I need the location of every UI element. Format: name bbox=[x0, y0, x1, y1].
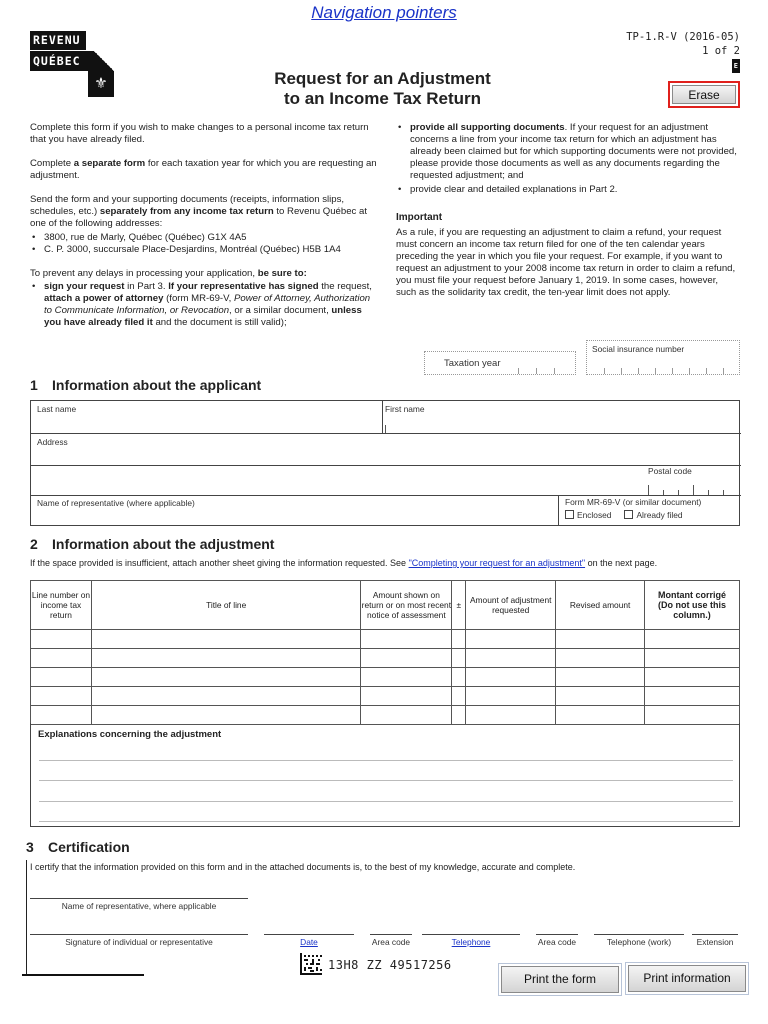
explanations-bullet: • provide clear and detailed explanations in Part 2. bbox=[396, 184, 740, 196]
already-filed-checkbox[interactable] bbox=[624, 510, 633, 519]
logo-line2: QUÉBEC bbox=[30, 51, 94, 71]
sin-label: Social insurance number bbox=[592, 344, 685, 354]
navigation-pointers-link[interactable]: Navigation pointers bbox=[311, 3, 457, 22]
important-heading: Important bbox=[396, 212, 443, 223]
extension-line[interactable] bbox=[692, 934, 738, 935]
print-information-button[interactable]: Print information bbox=[628, 965, 746, 992]
address-field-line2[interactable] bbox=[31, 466, 643, 495]
datamatrix-barcode-icon bbox=[300, 953, 322, 975]
sign-request-bullet: • sign your request in Part 3. If your representative has signed the request, attach a power of attorney (form MR-69-V, Power of Attorney, Authorization to Communicate Information, or Revocation, or a similar document, unless you have already filed it and the document is still valid); bbox=[30, 281, 378, 329]
important-text: As a rule, if you are requesting an adjustment to claim a refund, your request must concern an income tax return filed for one of the ten calendar years preceding the year in which you file your request. For example, if you want to request an adjustment to your 2008 income tax return in order to claim a refund, you must file your request before January 1, 2019. In some cases, however, such as the solidarity tax credit, the ten-year limit does not apply. bbox=[396, 227, 736, 298]
print-information-frame bbox=[625, 962, 749, 995]
completing-request-link[interactable]: "Completing your request for an adjustment" bbox=[408, 558, 586, 568]
explanations-heading: Explanations concerning the adjustment bbox=[38, 729, 222, 740]
barcode-text: 13H8 ZZ 49517256 bbox=[328, 958, 452, 972]
col-line-number: Line number on income tax return bbox=[31, 581, 92, 630]
revenu-quebec-logo bbox=[30, 31, 114, 97]
title-line1: Request for an Adjustment bbox=[274, 69, 491, 88]
print-form-button[interactable]: Print the form bbox=[501, 966, 619, 993]
representative-name-field[interactable]: Name of representative (where applicable) bbox=[31, 496, 559, 526]
address-item-2: • C. P. 3000, succursale Place-Desjardins, Montréal (Québec) H5B 1A4 bbox=[30, 244, 378, 256]
explanations-box[interactable] bbox=[30, 723, 740, 827]
form-code: TP-1.R-V (2016-05) bbox=[626, 31, 740, 43]
area-code-line-1[interactable] bbox=[370, 934, 412, 935]
intro-paragraph-4: To prevent any delays in processing your application, be sure to: bbox=[30, 268, 307, 279]
col-montant-corrige: Montant corrigé (Do not use this column.) bbox=[645, 581, 740, 630]
col-revised-amount: Revised amount bbox=[556, 581, 645, 630]
title-line2: to an Income Tax Return bbox=[283, 89, 482, 108]
signature-label: Signature of individual or representative bbox=[65, 937, 213, 947]
section3-heading: 3 Certification bbox=[26, 839, 130, 855]
telephone-work-line[interactable] bbox=[594, 934, 684, 935]
intro-right-column bbox=[396, 122, 740, 299]
telephone-work-label: Telephone (work) bbox=[606, 937, 672, 947]
logo-wedge bbox=[94, 51, 114, 71]
form-title bbox=[230, 69, 535, 109]
taxation-year-label: Taxation year bbox=[444, 358, 501, 369]
form-code-block bbox=[626, 30, 740, 73]
applicant-info-frame bbox=[30, 400, 740, 526]
extension-label: Extension bbox=[696, 937, 734, 947]
mr69-block bbox=[565, 497, 740, 525]
intro-left-column bbox=[30, 122, 378, 329]
signature-line[interactable] bbox=[30, 934, 248, 935]
area-code-label-1: Area code bbox=[371, 937, 411, 947]
form-bottom-rule bbox=[22, 974, 144, 976]
area-code-label-2: Area code bbox=[537, 937, 577, 947]
table-row bbox=[31, 630, 740, 649]
page-number: 1 of 2 bbox=[702, 45, 740, 57]
table-row bbox=[31, 668, 740, 687]
fleur-de-lis-icon: ⚜ bbox=[88, 71, 114, 97]
postal-code-field[interactable]: Postal code bbox=[643, 466, 740, 495]
address-field-line1[interactable]: Address bbox=[37, 437, 68, 447]
table-row bbox=[31, 687, 740, 706]
table-header-row bbox=[31, 581, 740, 630]
adjustment-table bbox=[30, 580, 740, 725]
rep-name-label: Name of representative, where applicable bbox=[61, 901, 217, 911]
telephone-link[interactable]: Telephone bbox=[451, 937, 491, 947]
print-form-frame bbox=[498, 963, 622, 996]
area-code-line-2[interactable] bbox=[536, 934, 578, 935]
mr69-label: Form MR-69-V (or similar document) bbox=[565, 497, 702, 507]
date-line[interactable] bbox=[264, 934, 354, 935]
address-item-1: • 3800, rue de Marly, Québec (Québec) G1X 4A5 bbox=[30, 232, 378, 244]
table-row bbox=[31, 649, 740, 668]
already-filed-label: Already filed bbox=[636, 509, 683, 520]
enclosed-label: Enclosed bbox=[577, 509, 612, 520]
taxation-year-field[interactable] bbox=[424, 351, 576, 375]
logo-line1: REVENU bbox=[30, 31, 86, 50]
intro-paragraph-1: Complete this form if you wish to make changes to a personal income tax return that you have already filed. bbox=[30, 122, 369, 145]
first-name-field[interactable]: First name bbox=[383, 401, 740, 433]
section2-heading: 2 Information about the adjustment bbox=[30, 536, 275, 552]
col-amount-shown: Amount shown on return or on most recent notice of assessment bbox=[361, 581, 452, 630]
erase-button-frame bbox=[668, 81, 740, 108]
language-badge: E bbox=[732, 59, 740, 73]
intro-paragraph-2: Complete a separate form for each taxation year for which you are requesting an adjustment. bbox=[30, 158, 377, 181]
table-row bbox=[31, 706, 740, 725]
sin-field[interactable] bbox=[586, 340, 740, 375]
section1-heading: 1 Information about the applicant bbox=[30, 377, 262, 393]
last-name-field[interactable]: Last name bbox=[31, 401, 383, 433]
erase-button[interactable]: Erase bbox=[672, 85, 736, 104]
col-plus-minus: ± bbox=[452, 581, 466, 630]
col-adjustment-amount: Amount of adjustment requested bbox=[466, 581, 556, 630]
col-title-of-line: Title of line bbox=[91, 581, 360, 630]
rep-name-line[interactable] bbox=[30, 898, 248, 899]
enclosed-checkbox[interactable] bbox=[565, 510, 574, 519]
telephone-line[interactable] bbox=[422, 934, 520, 935]
intro-paragraph-3: Send the form and your supporting documents (receipts, information slips, schedules, etc.) separately from any income tax return to Revenu Québec at one of the following addresses: bbox=[30, 194, 368, 229]
certification-text: I certify that the information provided on this form and in the attached documents is, to the best of my knowledge, accurate and complete. bbox=[30, 862, 576, 872]
section2-note: If the space provided is insufficient, attach another sheet giving the information requested. See "Completing your request for an adjustment" on the next page. bbox=[30, 558, 658, 568]
date-link[interactable]: Date bbox=[300, 937, 318, 947]
supporting-docs-bullet: • provide all supporting documents. If your request for an adjustment concerns a line from your income tax return for which an adjustment has already been claimed but for which supporting documents were not provided, please provide those documents as well as any documents regarding the requested adjustment; and bbox=[396, 122, 740, 182]
